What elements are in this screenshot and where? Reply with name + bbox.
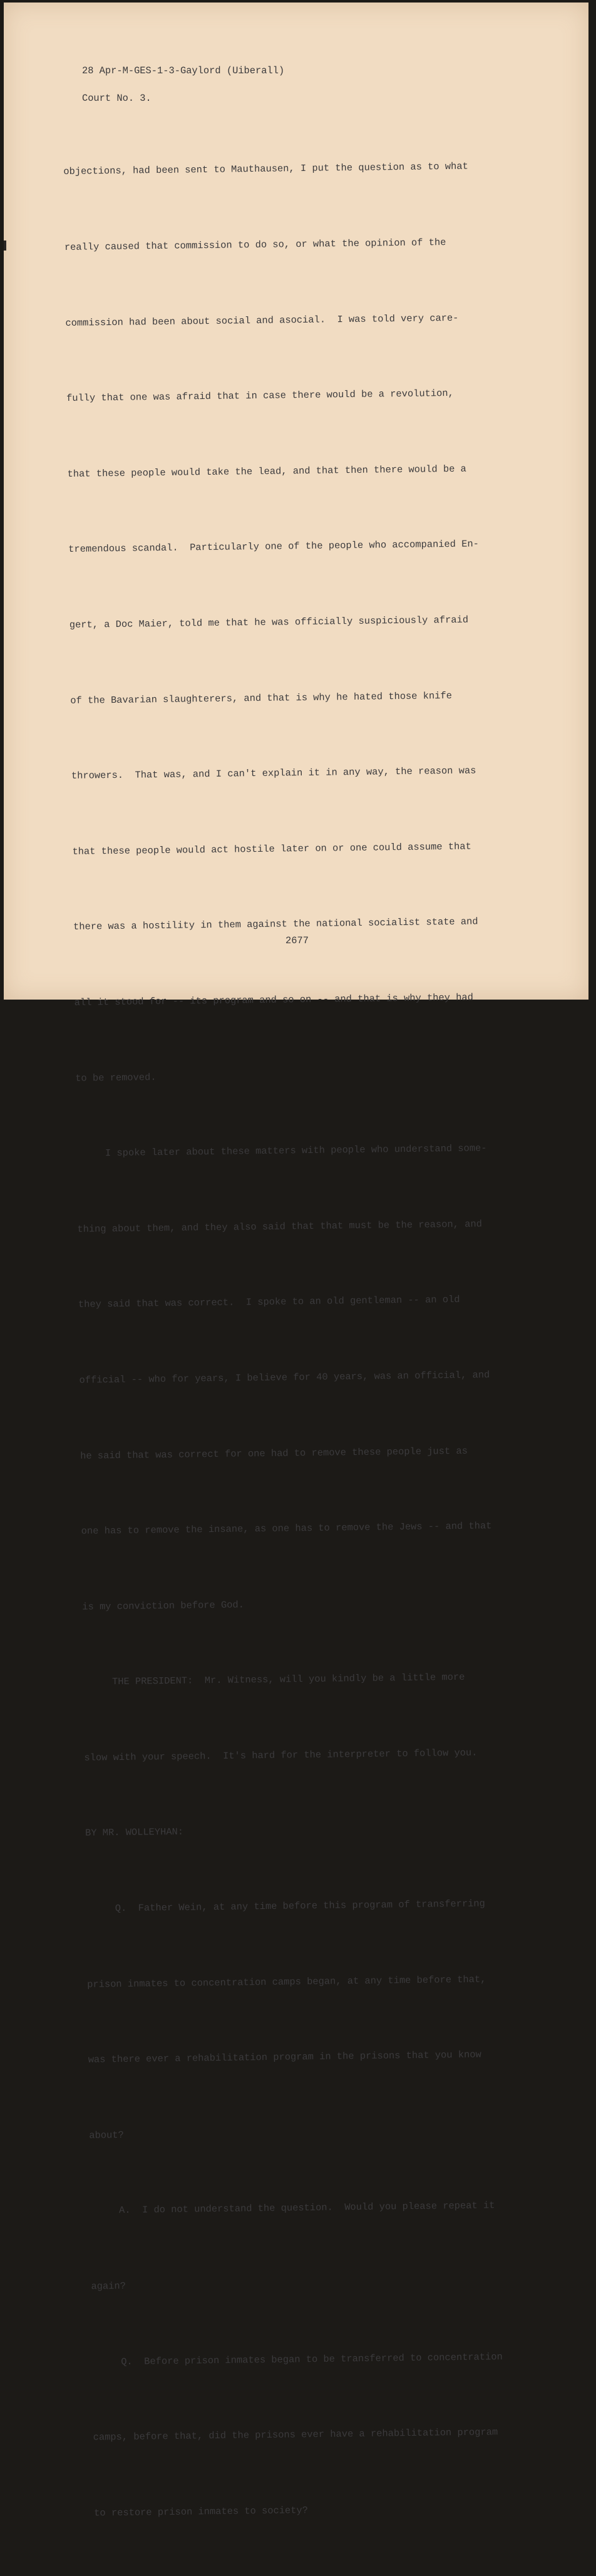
- transcript-line: camps, before that, did the prisons ever have a rehabilitation program: [93, 2426, 498, 2443]
- transcript-line: that these people would act hostile later on or one could assume that: [72, 841, 471, 857]
- transcript-line: tremendous scandal. Particularly one of the people who accompanied En-: [68, 538, 480, 556]
- transcript-line: of the Bavarian slaughterers, and that is why he hated those knife: [70, 690, 453, 706]
- transcript-line: Q. Before prison inmates began to be transferred to concentration: [91, 2351, 503, 2368]
- transcript-line: is my conviction before God.: [82, 1599, 245, 1613]
- transcript-line: throwers. That was, and I can't explain it in any way, the reason was: [71, 765, 476, 782]
- transcript-line: really caused that commission to do so, or what the opinion of the: [64, 237, 446, 253]
- transcript-line: A. I do not understand the question. Would you please repeat it: [90, 2200, 495, 2217]
- transcript-line: one has to remove the insane, as one has to remove the Jews -- and that: [81, 1520, 492, 1537]
- transcript-line: there was a hostility in them against the national socialist state and: [73, 916, 478, 933]
- transcript-line: I spoke later about these matters with people who understand some-: [76, 1142, 487, 1159]
- transcript-line: THE PRESIDENT: Mr. Witness, will you kindly be a little more: [83, 1672, 465, 1689]
- edge-mark: [4, 241, 6, 251]
- transcript-line: about?: [89, 2129, 124, 2141]
- document-page: [4, 3, 588, 2519]
- transcript-line: Q. Father Wein, at any time before this program of transferring: [86, 1898, 485, 1915]
- transcript-line: slow with your speech. It's hard for the interpreter to follow you.: [84, 1747, 478, 1764]
- transcript-line: objections, had been sent to Mauthausen, I put the question as to what: [63, 160, 468, 178]
- page-number: 2677: [285, 935, 309, 946]
- transcript-line: to be removed.: [75, 1071, 157, 1084]
- transcript-line: to restore prison inmates to society?: [94, 2505, 309, 2519]
- transcript-line: gert, a Doc Maier, told me that he was officially suspiciously afraid: [69, 614, 469, 631]
- transcript-line: was there ever a rehabilitation program in the prisons that you know: [88, 2049, 481, 2066]
- transcript-line: he said that was correct for one had to remove these people just as: [80, 1445, 468, 1462]
- header-court-line: Court No. 3.: [81, 93, 152, 104]
- transcript-line: all it stood for -- its program and so on -- and that is why they had: [74, 991, 474, 1008]
- header-case-line: 28 Apr-M-GES-1-3-Gaylord (Uiberall): [81, 65, 285, 76]
- transcript-line: BY MR. WOLLEYHAN:: [85, 1826, 184, 1839]
- transcript-line: prison inmates to concentration camps began, at any time before that,: [87, 1973, 486, 1990]
- transcript-line: commission had been about social and asocial. I was told very care-: [65, 312, 459, 329]
- transcript-line: again?: [91, 2280, 126, 2292]
- transcript-line: that these people would take the lead, and that then there would be a: [67, 463, 466, 480]
- transcript-line: thing about them, and they also said that that must be the reason, and: [77, 1218, 482, 1235]
- transcript-line: fully that one was afraid that in case there would be a revolution,: [66, 388, 454, 405]
- transcript-line: they said that was correct. I spoke to an old gentleman -- an old: [78, 1294, 460, 1311]
- transcript-body: [63, 103, 505, 2576]
- transcript-line: official -- who for years, I believe for 40 years, was an official, and: [79, 1369, 490, 1386]
